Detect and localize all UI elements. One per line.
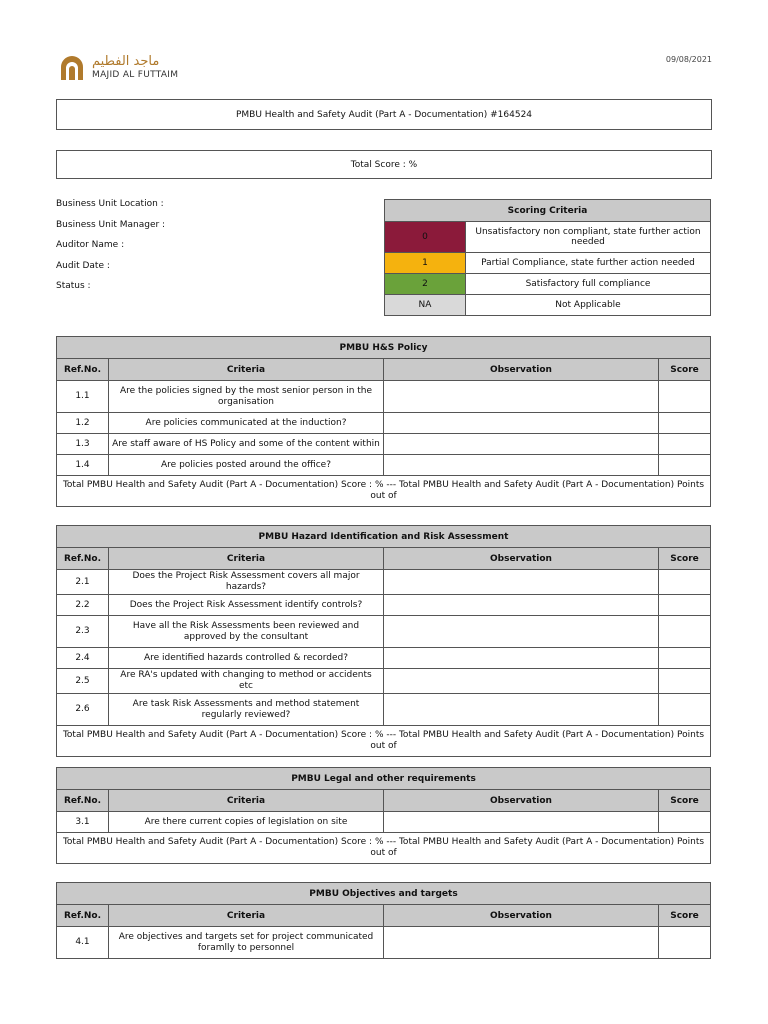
info-auditor: Auditor Name : [56,240,125,250]
observation-cell [384,413,659,434]
score-cell [659,648,711,669]
score-code-0: 0 [385,222,466,253]
section-legal [56,767,711,864]
scoring-criteria-table [384,199,711,316]
score-text-1: Partial Compliance, state further action needed [466,253,711,274]
ref-cell: 2.3 [57,616,109,648]
logo-arch-icon [58,56,86,82]
scoring-heading: Scoring Criteria [385,200,711,222]
score-cell [659,434,711,455]
section-title: PMBU Hazard Identification and Risk Assessment [57,526,711,548]
col-score: Score [659,548,711,570]
ref-cell: 2.4 [57,648,109,669]
table-row [57,570,711,595]
score-code-2: 2 [385,274,466,295]
col-criteria: Criteria [109,790,384,812]
section-hs-policy [56,336,711,507]
section-total: Total PMBU Health and Safety Audit (Part A - Documentation) Score : % --- Total PMBU Health and Safety Audit (Part A - Documentation) Points out of [57,833,711,864]
score-cell [659,381,711,413]
table-row [57,669,711,694]
observation-cell [384,381,659,413]
criteria-cell: Are objectives and targets set for project communicated foramlly to personnel [109,927,384,959]
table-row [57,694,711,726]
table-row [57,381,711,413]
section-title: PMBU Legal and other requirements [57,768,711,790]
section-total: Total PMBU Health and Safety Audit (Part A - Documentation) Score : % --- Total PMBU Health and Safety Audit (Part A - Documentation) Points out of [57,476,711,507]
col-observation: Observation [384,905,659,927]
table-row [57,812,711,833]
observation-cell [384,694,659,726]
section-title: PMBU H&S Policy [57,337,711,359]
ref-cell: 3.1 [57,812,109,833]
info-manager: Business Unit Manager : [56,219,166,230]
score-text-0: Unsatisfactory non compliant, state further action needed [466,222,711,253]
col-score: Score [659,359,711,381]
score-cell [659,927,711,959]
ref-cell: 2.6 [57,694,109,726]
observation-cell [384,616,659,648]
criteria-cell: Are the policies signed by the most senior person in the organisation [109,381,384,413]
ref-cell: 1.3 [57,434,109,455]
audit-info [56,198,165,301]
table-row [57,595,711,616]
table-row [57,616,711,648]
total-score: Total Score : % [350,159,418,170]
col-score: Score [659,905,711,927]
audit-title-box [56,99,712,130]
ref-cell: 2.2 [57,595,109,616]
score-cell [659,455,711,476]
criteria-cell: Does the Project Risk Assessment covers all major hazards? [109,570,384,595]
score-cell [659,570,711,595]
observation-cell [384,570,659,595]
observation-cell [384,669,659,694]
table-row [57,927,711,959]
ref-cell: 4.1 [57,927,109,959]
col-observation: Observation [384,548,659,570]
score-code-1: 1 [385,253,466,274]
score-cell [659,616,711,648]
score-code-na: NA [385,295,466,316]
info-status: Status : [56,281,91,291]
observation-cell [384,434,659,455]
section-total: Total PMBU Health and Safety Audit (Part A - Documentation) Score : % --- Total PMBU Health and Safety Audit (Part A - Documentation) Points out of [57,726,711,757]
col-observation: Observation [384,359,659,381]
col-ref: Ref.No. [57,359,109,381]
logo-arabic-text: ماجد الفطيم [92,54,160,69]
ref-cell: 2.5 [57,669,109,694]
col-score: Score [659,790,711,812]
observation-cell [384,455,659,476]
criteria-cell: Have all the Risk Assessments been reviewed and approved by the consultant [109,616,384,648]
col-observation: Observation [384,790,659,812]
report-date: 09/08/2021 [665,55,712,64]
total-score-box [56,150,712,179]
criteria-cell: Are there current copies of legislation on site [109,812,384,833]
observation-cell [384,595,659,616]
criteria-cell: Are policies posted around the office? [109,455,384,476]
col-ref: Ref.No. [57,790,109,812]
criteria-cell: Are staff aware of HS Policy and some of the content within [109,434,384,455]
criteria-cell: Are policies communicated at the induction? [109,413,384,434]
criteria-cell: Are identified hazards controlled & recorded? [109,648,384,669]
ref-cell: 2.1 [57,570,109,595]
ref-cell: 1.2 [57,413,109,434]
criteria-cell: Are RA's updated with changing to method or accidents etc [109,669,384,694]
info-location: Business Unit Location : [56,199,164,209]
audit-title: PMBU Health and Safety Audit (Part A - Documentation) #164524 [235,109,533,120]
table-row [57,648,711,669]
col-ref: Ref.No. [57,548,109,570]
table-row [57,455,711,476]
score-cell [659,669,711,694]
info-date: Audit Date : [56,260,110,271]
score-cell [659,595,711,616]
col-criteria: Criteria [109,905,384,927]
company-logo [58,54,188,84]
col-ref: Ref.No. [57,905,109,927]
score-cell [659,694,711,726]
col-criteria: Criteria [109,548,384,570]
score-text-na: Not Applicable [466,295,711,316]
observation-cell [384,812,659,833]
section-hazard-risk [56,525,711,757]
score-cell [659,812,711,833]
col-criteria: Criteria [109,359,384,381]
logo-latin-text: MAJID AL FUTTAIM [92,70,179,80]
section-title: PMBU Objectives and targets [57,883,711,905]
observation-cell [384,648,659,669]
score-cell [659,413,711,434]
criteria-cell: Does the Project Risk Assessment identify controls? [109,595,384,616]
ref-cell: 1.4 [57,455,109,476]
observation-cell [384,927,659,959]
ref-cell: 1.1 [57,381,109,413]
table-row [57,434,711,455]
section-objectives [56,882,711,959]
criteria-cell: Are task Risk Assessments and method statement regularly reviewed? [109,694,384,726]
score-text-2: Satisfactory full compliance [466,274,711,295]
table-row [57,413,711,434]
